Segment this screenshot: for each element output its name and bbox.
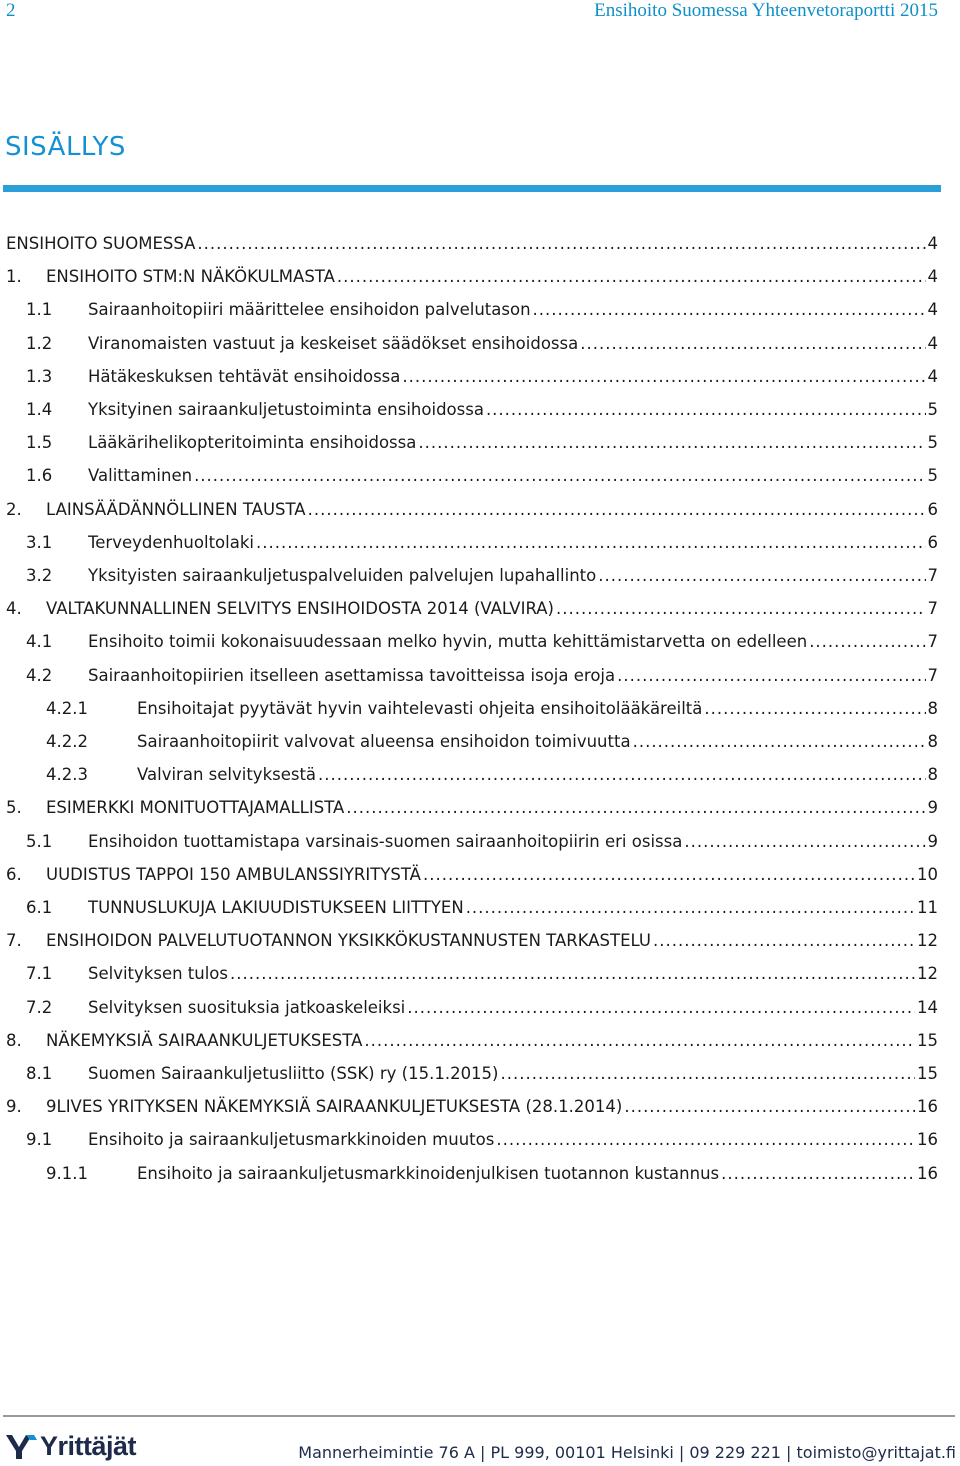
toc-entry[interactable] bbox=[0, 764, 960, 797]
toc-entry-page: 7 bbox=[927, 665, 938, 685]
page-number: 2 bbox=[6, 0, 16, 21]
toc-entry-page: 8 bbox=[927, 765, 938, 785]
toc-entry-number: 5. bbox=[6, 798, 22, 818]
toc-entry-page: 8 bbox=[927, 698, 938, 718]
toc-entry[interactable] bbox=[0, 831, 960, 864]
toc-entry-page: 4 bbox=[927, 333, 938, 353]
dot-leader bbox=[197, 233, 925, 255]
toc-entry-page: 11 bbox=[917, 898, 938, 917]
toc-entry-page: 9 bbox=[927, 831, 938, 851]
toc-entry-title: Yksityinen sairaankuljetustoiminta ensihoidossa bbox=[88, 400, 484, 419]
toc-entry-page: 14 bbox=[917, 997, 938, 1017]
toc-entry-number: 4.2.2 bbox=[46, 732, 88, 751]
toc-entry-title: Terveydenhuoltolaki bbox=[88, 532, 254, 552]
dot-leader bbox=[466, 897, 915, 919]
toc-entry-title: Ensihoito toimii kokonaisuudessaan melko hyvin, mutta kehittämistarvetta on edelleen bbox=[88, 632, 808, 652]
dot-leader bbox=[423, 864, 915, 886]
toc-entry[interactable] bbox=[0, 1030, 960, 1063]
toc-entry[interactable] bbox=[0, 797, 960, 830]
dot-leader bbox=[580, 333, 925, 355]
toc-entry-title: ENSIHOIDON PALVELUTUOTANNON YKSIKKÖKUSTANNUSTEN TARKASTELU bbox=[46, 931, 651, 951]
toc-entry[interactable] bbox=[0, 333, 960, 366]
dot-leader bbox=[501, 1063, 916, 1085]
dot-leader bbox=[556, 598, 926, 620]
toc-entry-page: 7 bbox=[927, 599, 938, 619]
toc-entry-page: 4 bbox=[927, 366, 938, 386]
toc-entry-page: 15 bbox=[917, 1030, 938, 1050]
toc-entry-number: 5.1 bbox=[26, 831, 53, 851]
toc-entry-page: 12 bbox=[917, 931, 938, 951]
toc-entry-title: VALTAKUNNALLINEN SELVITYS ENSIHOIDOSTA 2014 (VALVIRA) bbox=[46, 599, 554, 619]
toc-entry-number: 8. bbox=[6, 1030, 22, 1050]
toc-entry-number: 1.5 bbox=[26, 433, 53, 453]
toc-entry-number: 9.1.1 bbox=[46, 1163, 88, 1183]
toc-entry[interactable] bbox=[0, 897, 960, 930]
toc-entry-title: Sairaanhoitopiirien itselleen asettamissa tavoitteissa isoja eroja bbox=[88, 665, 616, 685]
toc-entry-page: 7 bbox=[927, 632, 938, 652]
toc-entry[interactable] bbox=[0, 1063, 960, 1096]
toc-entry-title: LAINSÄÄDÄNNÖLLINEN TAUSTA bbox=[46, 499, 306, 519]
toc-entry-title: 9LIVES YRITYKSEN NÄKEMYKSIÄ SAIRAANKULJETUKSESTA (28.1.2014) bbox=[46, 1097, 623, 1117]
dot-leader bbox=[598, 565, 925, 587]
toc-entry[interactable] bbox=[0, 366, 960, 399]
toc-entry-number: 1.6 bbox=[26, 466, 53, 486]
toc-entry[interactable] bbox=[0, 299, 960, 332]
toc-entry-page: 4 bbox=[927, 234, 938, 253]
toc-entry-number: 7. bbox=[6, 931, 22, 951]
dot-leader bbox=[194, 465, 925, 487]
toc-entry-number: 2. bbox=[6, 499, 22, 519]
toc-entry-page: 12 bbox=[917, 964, 938, 984]
toc-entry[interactable] bbox=[0, 631, 960, 664]
toc-entry[interactable] bbox=[0, 532, 960, 565]
toc-entry-number: 7.2 bbox=[26, 997, 53, 1017]
toc-entry-number: 3.1 bbox=[26, 532, 53, 552]
toc-entry-title: Ensihoidon tuottamistapa varsinais-suomen sairaanhoitopiirin eri osissa bbox=[88, 831, 683, 851]
toc-entry-title: Lääkärihelikopteritoiminta ensihoidossa bbox=[88, 433, 417, 453]
toc-entry[interactable] bbox=[0, 698, 960, 731]
toc-entry-page: 15 bbox=[917, 1064, 938, 1083]
toc-entry-page: 6 bbox=[927, 532, 938, 552]
toc-entry-page: 16 bbox=[917, 1163, 938, 1183]
dot-leader bbox=[230, 963, 915, 985]
toc-entry[interactable] bbox=[0, 930, 960, 963]
toc-entry-page: 5 bbox=[927, 466, 938, 486]
toc-entry-number: 4.2 bbox=[26, 665, 53, 685]
heading-divider bbox=[3, 185, 941, 192]
dot-leader bbox=[633, 731, 926, 753]
toc-entry-title: TUNNUSLUKUJA LAKIUUDISTUKSEEN LIITTYEN bbox=[88, 898, 464, 917]
toc-entry-title: Ensihoito ja sairaankuljetusmarkkinoiden muutos bbox=[88, 1130, 495, 1150]
toc-entry-page: 10 bbox=[917, 864, 938, 884]
toc-entry-title: ENSIHOITO STM:N NÄKÖKULMASTA bbox=[46, 267, 335, 287]
toc-entry-page: 4 bbox=[927, 300, 938, 320]
dot-leader bbox=[496, 1129, 915, 1151]
dot-leader bbox=[704, 698, 925, 720]
toc-entry-title: Hätäkeskuksen tehtävät ensihoidossa bbox=[88, 366, 401, 386]
toc-entry-number: 1.2 bbox=[26, 333, 53, 353]
toc-entry-number: 4.2.3 bbox=[46, 765, 88, 785]
toc-entry-number: 6. bbox=[6, 864, 22, 884]
toc-entry-title: Sairaanhoitopiirit valvovat alueensa ensihoidon toimivuutta bbox=[137, 732, 631, 751]
dot-leader bbox=[617, 665, 925, 687]
dot-leader bbox=[407, 997, 915, 1019]
toc-entry-page: 9 bbox=[927, 798, 938, 818]
toc-entry-page: 8 bbox=[927, 732, 938, 751]
toc-entry[interactable] bbox=[0, 399, 960, 432]
toc-entry-number: 6.1 bbox=[26, 898, 53, 917]
toc-entry-number: 1.3 bbox=[26, 366, 53, 386]
toc-entry-number: 9.1 bbox=[26, 1130, 53, 1150]
toc-entry[interactable] bbox=[0, 565, 960, 598]
toc-entry-number: 1.4 bbox=[26, 400, 53, 419]
footer-divider bbox=[3, 1415, 955, 1417]
toc-entry-page: 7 bbox=[927, 566, 938, 585]
toc-entry[interactable] bbox=[0, 864, 960, 897]
toc-entry-title: Suomen Sairaankuljetusliitto (SSK) ry (15.1.2015) bbox=[88, 1064, 499, 1083]
toc-entry-page: 16 bbox=[917, 1130, 938, 1150]
toc-entry-number: 8.1 bbox=[26, 1064, 53, 1083]
toc-entry-number: 7.1 bbox=[26, 964, 53, 984]
toc-entry-page: 6 bbox=[927, 499, 938, 519]
toc-entry-page: 4 bbox=[927, 267, 938, 287]
page-header bbox=[0, 0, 960, 30]
toc-entry-number: 3.2 bbox=[26, 566, 53, 585]
toc-entry-title: ENSIHOITO SUOMESSA bbox=[6, 234, 196, 253]
footer-contact: Mannerheimintie 76 A | PL 999, 00101 Helsinki | 09 229 221 | toimisto@yrittajat.fi bbox=[298, 1443, 956, 1462]
toc-entry[interactable] bbox=[0, 665, 960, 698]
toc-entry-title: UUDISTUS TAPPOI 150 AMBULANSSIYRITYSTÄ bbox=[46, 864, 421, 884]
dot-leader bbox=[721, 1163, 915, 1185]
toc-entry-title: Viranomaisten vastuut ja keskeiset säädökset ensihoidossa bbox=[88, 333, 579, 353]
toc-entry-number: 4.2.1 bbox=[46, 698, 88, 718]
toc-heading: SISÄLLYS bbox=[5, 132, 126, 162]
dot-leader bbox=[418, 432, 925, 454]
toc-entry-title: NÄKEMYKSIÄ SAIRAANKULJETUKSESTA bbox=[46, 1030, 363, 1050]
toc-entry-number: 4.1 bbox=[26, 632, 53, 652]
dot-leader bbox=[653, 930, 915, 952]
logo-text: Yrittäjät bbox=[40, 1430, 137, 1461]
toc-entry[interactable] bbox=[0, 1096, 960, 1129]
toc-entry-page: 5 bbox=[927, 433, 938, 453]
toc-entry-title: Yksityisten sairaankuljetuspalveluiden palvelujen lupahallinto bbox=[88, 566, 597, 585]
toc-entry-page: 5 bbox=[927, 400, 938, 419]
toc-entry-number: 1. bbox=[6, 267, 22, 287]
dot-leader bbox=[318, 764, 925, 786]
toc-entry-number: 1.1 bbox=[26, 300, 53, 320]
dot-leader bbox=[256, 532, 926, 554]
dot-leader bbox=[533, 299, 926, 321]
dot-leader bbox=[402, 366, 925, 388]
toc-entry[interactable] bbox=[0, 997, 960, 1030]
logo-mark-icon bbox=[4, 1431, 38, 1461]
toc-entry-number: 4. bbox=[6, 599, 22, 619]
toc-entry-title: Valittaminen bbox=[88, 466, 193, 486]
toc-entry-title: ESIMERKKI MONITUOTTAJAMALLISTA bbox=[46, 798, 345, 818]
dot-leader bbox=[308, 499, 926, 521]
dot-leader bbox=[624, 1096, 915, 1118]
toc-entry[interactable] bbox=[0, 465, 960, 498]
dot-leader bbox=[684, 831, 925, 853]
dot-leader bbox=[346, 797, 925, 819]
toc-entry-title: Valviran selvityksestä bbox=[137, 765, 317, 785]
toc-entry[interactable] bbox=[0, 266, 960, 299]
toc-entry-title: Selvityksen suosituksia jatkoaskeleiksi bbox=[88, 997, 406, 1017]
report-title: Ensihoito Suomessa Yhteenvetoraportti 2015 bbox=[594, 0, 938, 21]
toc-entry[interactable] bbox=[0, 432, 960, 465]
dot-leader bbox=[809, 631, 925, 653]
toc-entry[interactable] bbox=[0, 1163, 960, 1196]
toc-entry-title: Ensihoito ja sairaankuljetusmarkkinoidenjulkisen tuotannon kustannus bbox=[137, 1163, 720, 1183]
toc-entry[interactable] bbox=[0, 963, 960, 996]
yrittajat-logo bbox=[4, 1428, 136, 1464]
toc-entry[interactable] bbox=[0, 1129, 960, 1162]
toc-entry[interactable] bbox=[0, 598, 960, 631]
toc-entry-title: Selvityksen tulos bbox=[88, 964, 229, 984]
toc-entry-title: Sairaanhoitopiiri määrittelee ensihoidon palvelutason bbox=[88, 300, 531, 320]
dot-leader bbox=[486, 399, 926, 421]
toc-entry-number: 9. bbox=[6, 1097, 22, 1117]
dot-leader bbox=[337, 266, 926, 288]
toc-entry[interactable] bbox=[0, 233, 960, 266]
toc-entry[interactable] bbox=[0, 731, 960, 764]
toc-entry-title: Ensihoitajat pyytävät hyvin vaihtelevasti ohjeita ensihoitolääkäreiltä bbox=[137, 698, 703, 718]
toc-entry-page: 16 bbox=[917, 1097, 938, 1117]
dot-leader bbox=[364, 1030, 915, 1052]
toc-entry[interactable] bbox=[0, 499, 960, 532]
